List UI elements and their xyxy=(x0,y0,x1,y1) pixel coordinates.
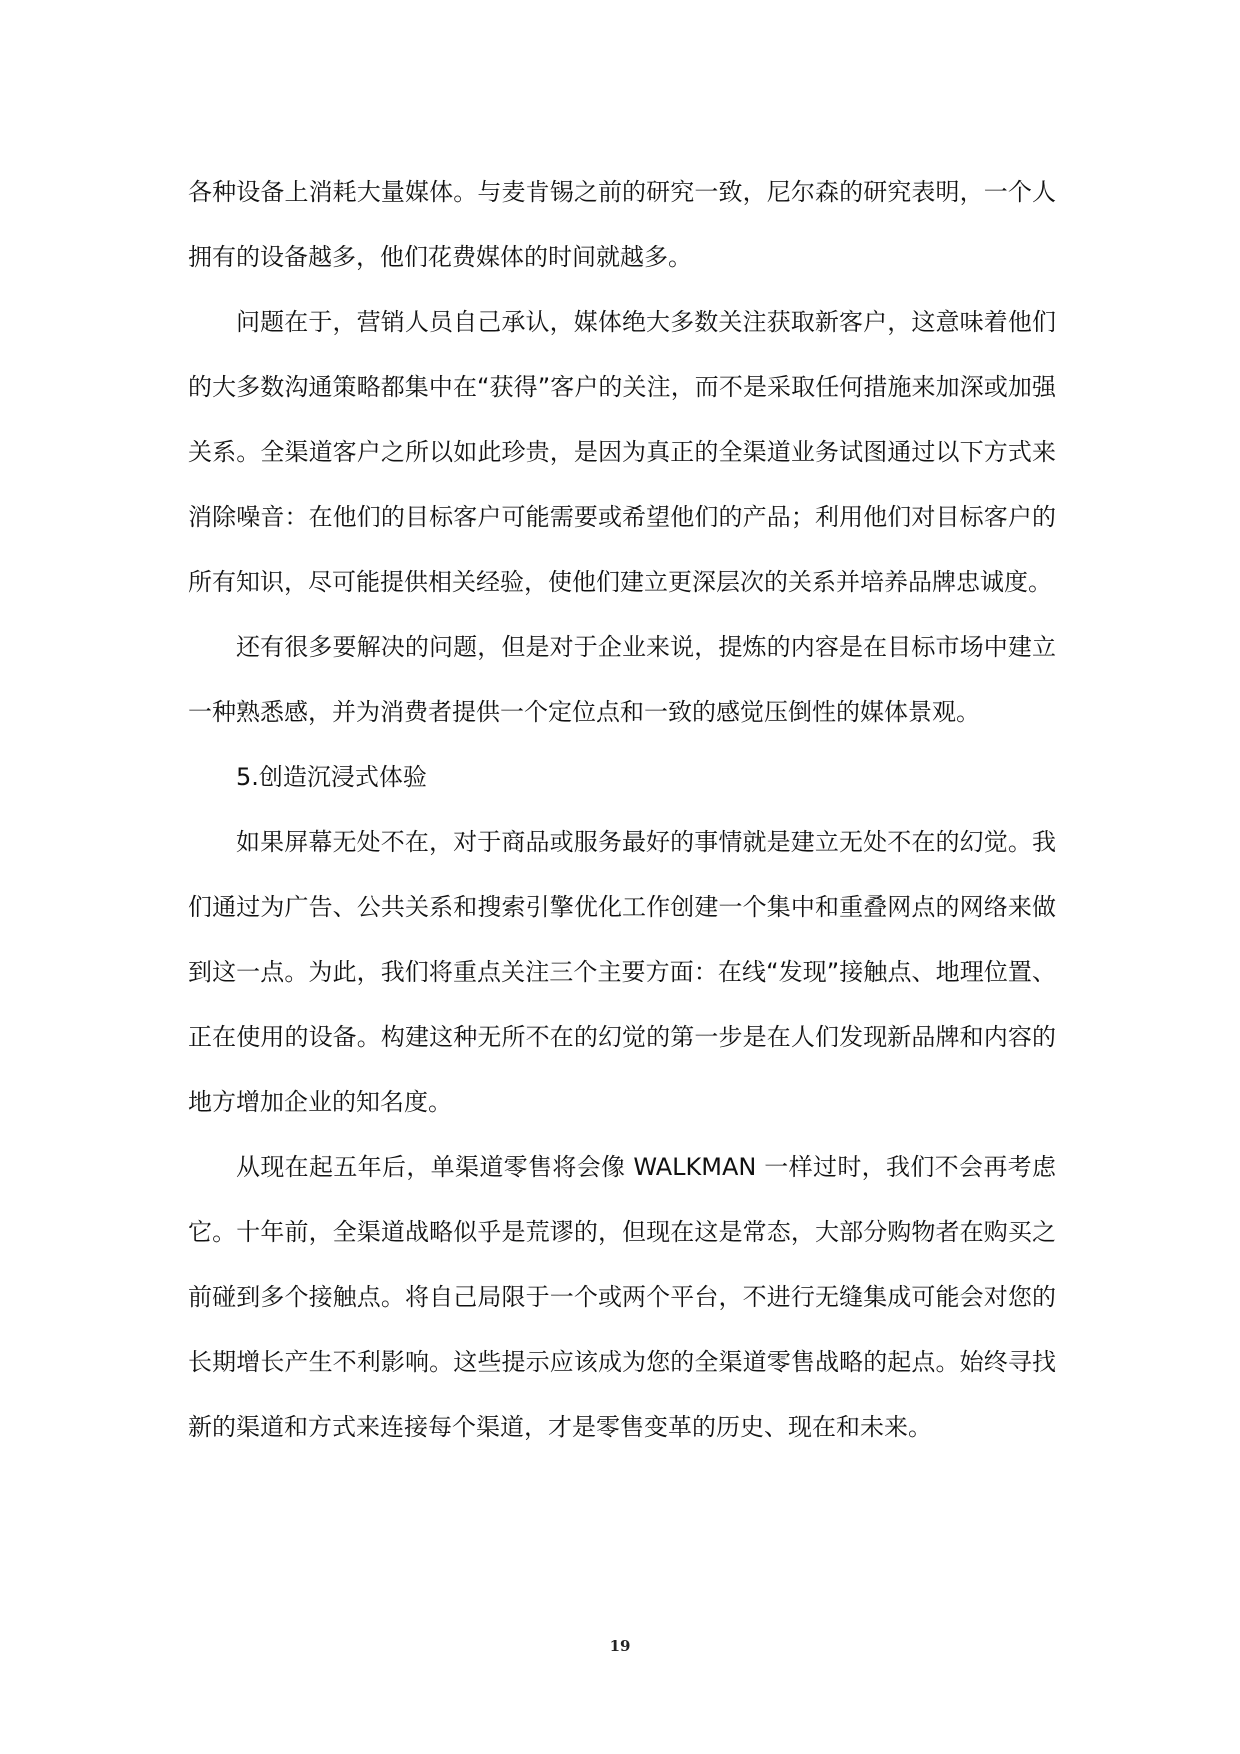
section-heading: 5.创造沉浸式体验 xyxy=(236,763,427,791)
paragraph-1: 各种设备上消耗大量媒体。与麦肯锡之前的研究一致，尼尔森的研究表明，一个人拥有的设备越多，他们花费媒体的时间就越多。 xyxy=(188,178,1056,271)
paragraph-3: 还有很多要解决的问题，但是对于企业来说，提炼的内容是在目标市场中建立一种熟悉感，并为消费者提供一个定位点和一致的感觉压倒性的媒体景观。 xyxy=(188,633,1056,726)
paragraph-2: 问题在于，营销人员自己承认，媒体绝大多数关注获取新客户，这意味着他们的大多数沟通策略都集中在“获得”客户的关注，而不是采取任何措施来加深或加强关系。全渠道客户之所以如此珍贵，是因为真正的全渠道业务试图通过以下方式来消除噪音：在他们的目标客户可能需要或希望他们的产品；利用他们对目标客户的所有知识，尽可能提供相关经验，使他们建立更深层次的关系并培养品牌忠诚度。 xyxy=(188,308,1056,596)
body-text xyxy=(188,160,1056,1460)
paragraph-5: 从现在起五年后，单渠道零售将会像 WALKMAN 一样过时，我们不会再考虑它。十年前，全渠道战略似乎是荒谬的，但现在这是常态，大部分购物者在购买之前碰到多个接触点。将自己局限于一个或两个平台，不进行无缝集成可能会对您的长期增长产生不利影响。这些提示应该成为您的全渠道零售战略的起点。始终寻找新的渠道和方式来连接每个渠道，才是零售变革的历史、现在和未来。 xyxy=(188,1153,1056,1441)
page-number: 19 xyxy=(609,1637,631,1655)
paragraph-4: 如果屏幕无处不在，对于商品或服务最好的事情就是建立无处不在的幻觉。我们通过为广告、公共关系和搜索引擎优化工作创建一个集中和重叠网点的网络来做到这一点。为此，我们将重点关注三个主要方面：在线“发现”接触点、地理位置、正在使用的设备。构建这种无所不在的幻觉的第一步是在人们发现新品牌和内容的地方增加企业的知名度。 xyxy=(188,828,1056,1116)
